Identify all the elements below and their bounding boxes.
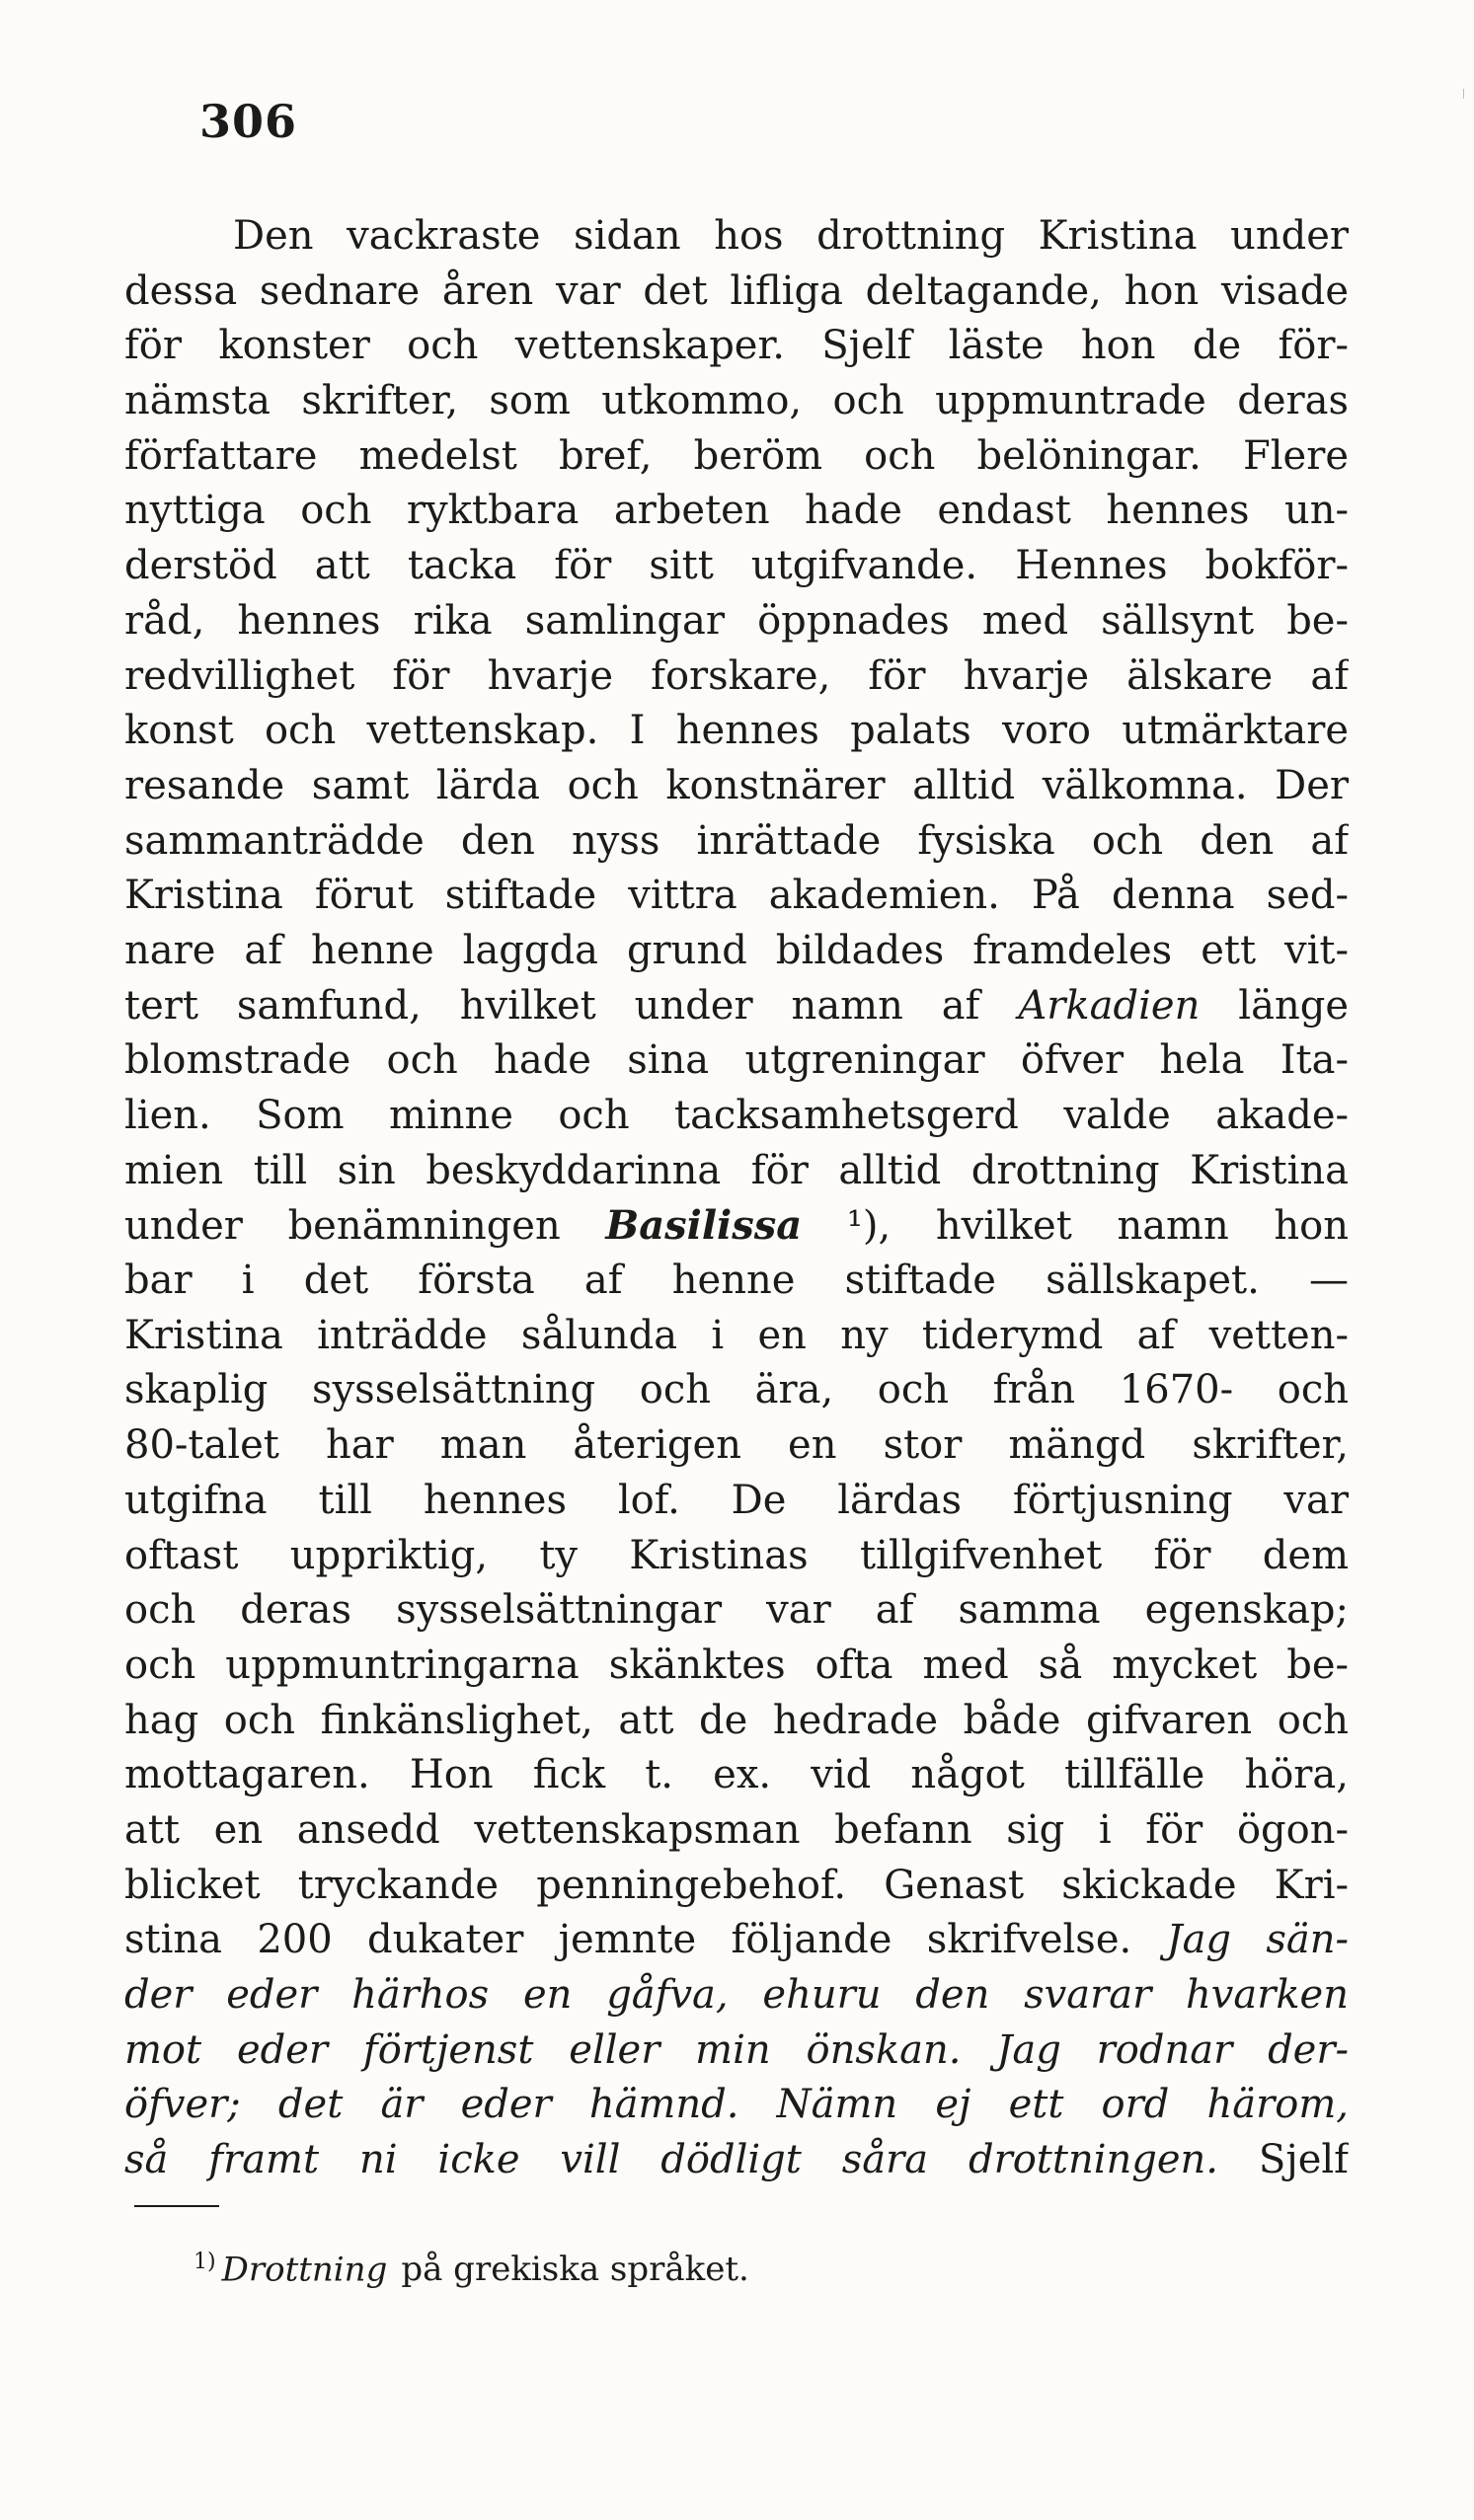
- text-line-roman: dessa sednare åren var det lifliga deltagande, hon visade: [124, 267, 1349, 314]
- text-line: [124, 1529, 1349, 1584]
- text-line-roman: mottagaren. Hon fick t. ex. vid något tillfälle höra,: [124, 1752, 1349, 1798]
- text-line-roman: tert samfund, hvilket under namn af: [124, 982, 1019, 1029]
- text-line: [124, 374, 1349, 429]
- text-line: [124, 1583, 1349, 1639]
- text-line-roman: att en ansedd vettenskapsman befann sig i för ögon-: [124, 1806, 1349, 1853]
- page-number: 306: [199, 95, 298, 148]
- text-line: [124, 1913, 1349, 1968]
- text-line-italic: så framt ni icke vill dödligt såra drottningen.: [124, 2137, 1219, 2183]
- text-line-italic: mot eder förtjenst eller min önskan. Jag rodnar der-: [124, 2026, 1349, 2073]
- text-line-roman: hag och finkänslighet, att de hedrade både gifvaren och: [124, 1697, 1349, 1743]
- text-line-roman: länge: [1200, 982, 1349, 1029]
- text-line-roman: utgifna till hennes lof. De lärdas förtjusning var: [124, 1477, 1349, 1523]
- text-line: [124, 539, 1349, 594]
- text-line: [124, 429, 1349, 485]
- text-line-roman: ¹), hvilket namn hon: [802, 1203, 1349, 1250]
- text-line-roman: bar i det första af henne stiftade sällskapet. —: [124, 1258, 1349, 1304]
- text-line: [124, 1418, 1349, 1474]
- footnote-mark: 1): [194, 2250, 216, 2274]
- text-line: [124, 924, 1349, 979]
- text-line-roman: Kristina inträdde sålunda i en ny tiderymd af vetten-: [124, 1312, 1349, 1358]
- text-line-roman: under benämningen: [124, 1203, 606, 1250]
- text-line-roman: blicket tryckande penningebehof. Genast skickade Kri-: [124, 1862, 1349, 1908]
- text-line-roman: nyttiga och ryktbara arbeten hade endast hennes un-: [124, 488, 1349, 534]
- text-line-roman: mien till sin beskyddarinna för alltid drottning Kristina: [124, 1147, 1349, 1193]
- text-line-roman: nämsta skrifter, som utkommo, och uppmuntrade deras: [124, 378, 1349, 424]
- footnote-term: Drottning: [221, 2250, 388, 2290]
- text-line-roman: 80-talet har man återigen en stor mängd skrifter,: [124, 1422, 1349, 1469]
- text-line: [124, 1033, 1349, 1089]
- text-line-roman: författare medelst bref, beröm och belöningar. Flere: [124, 432, 1349, 479]
- text-line-roman: och deras sysselsättningar var af samma egenskap;: [124, 1587, 1349, 1634]
- text-line-roman: Sjelf: [1218, 2137, 1349, 2183]
- text-line-roman: blomstrade och hade sina utgreningar öfver hela Ita-: [124, 1037, 1349, 1084]
- text-line: [124, 814, 1349, 870]
- text-line-roman: lien. Som minne och tacksamhetsgerd valde akade-: [124, 1093, 1349, 1138]
- text-line: [124, 484, 1349, 539]
- text-line-roman: derstöd att tacka för sitt utgifvande. Hennes bokför-: [124, 543, 1349, 589]
- text-line: [124, 1089, 1349, 1144]
- text-line: [124, 1144, 1349, 1199]
- edge-mark: [1463, 89, 1464, 99]
- text-line-roman: stina 200 dukater jemnte följande skrifvelse.: [124, 1917, 1167, 1963]
- text-line: [124, 1803, 1349, 1859]
- text-line-italic: Arkadien: [1018, 982, 1201, 1029]
- text-line-roman: råd, hennes rika samlingar öppnades med sällsynt be-: [124, 597, 1349, 644]
- text-line: [124, 1198, 1349, 1254]
- text-line-roman: för konster och vettenskaper. Sjelf läste hon de för-: [124, 323, 1349, 369]
- text-line-roman: skaplig sysselsättning och ära, och från 1670- och: [124, 1367, 1349, 1413]
- text-line-roman: nare af henne laggda grund bildades framdeles ett vit-: [124, 927, 1349, 973]
- text-line: [124, 1639, 1349, 1694]
- text-line-roman: oftast uppriktig, ty Kristinas tillgifvenhet för dem: [124, 1532, 1349, 1578]
- text-line: [124, 319, 1349, 374]
- text-line: [124, 979, 1349, 1034]
- text-line: [124, 869, 1349, 924]
- body-text: [124, 209, 1349, 2188]
- text-line: [124, 2078, 1349, 2133]
- text-line: [124, 1968, 1349, 2024]
- text-line: [124, 594, 1349, 649]
- footnote-text: på grekiska språket.: [401, 2250, 749, 2290]
- text-line: [124, 1363, 1349, 1418]
- text-line: [124, 1694, 1349, 1749]
- text-line: [124, 209, 1349, 265]
- footnote-rule: [134, 2205, 219, 2207]
- text-line: [124, 2024, 1349, 2079]
- text-line: [124, 1748, 1349, 1803]
- text-line: [124, 759, 1349, 814]
- text-line-italic: Jag sän-: [1166, 1917, 1349, 1963]
- text-line-italic: öfver; det är eder hämnd. Nämn ej ett ord härom,: [124, 2082, 1349, 2128]
- text-line-roman: redvillighet för hvarje forskare, för hvarje älskare af: [124, 652, 1349, 699]
- text-line: [124, 2133, 1349, 2188]
- text-line-roman: konst och vettenskap. I hennes palats voro utmärktare: [124, 708, 1349, 754]
- text-line-italic: der eder härhos en gåfva, ehuru den svarar hvarken: [124, 1972, 1349, 2018]
- text-line-roman: Kristina förut stiftade vittra akademien. På denna sed-: [124, 873, 1349, 919]
- text-line-roman: Den vackraste sidan hos drottning Kristina under: [233, 213, 1349, 259]
- footnote: [194, 2241, 749, 2291]
- text-line-roman: och uppmuntringarna skänktes ofta med så mycket be-: [124, 1642, 1349, 1688]
- text-line-roman: sammanträdde den nyss inrättade fysiska och den af: [124, 817, 1349, 864]
- text-line: [124, 649, 1349, 705]
- text-line-roman: resande samt lärda och konstnärer alltid välkomna. Der: [124, 762, 1349, 808]
- text-line: [124, 1474, 1349, 1529]
- text-line: [124, 1309, 1349, 1364]
- text-line: [124, 704, 1349, 759]
- text-line: [124, 265, 1349, 320]
- text-line: [124, 1859, 1349, 1914]
- text-line: [124, 1254, 1349, 1309]
- text-line-italic: Basilissa: [605, 1202, 803, 1250]
